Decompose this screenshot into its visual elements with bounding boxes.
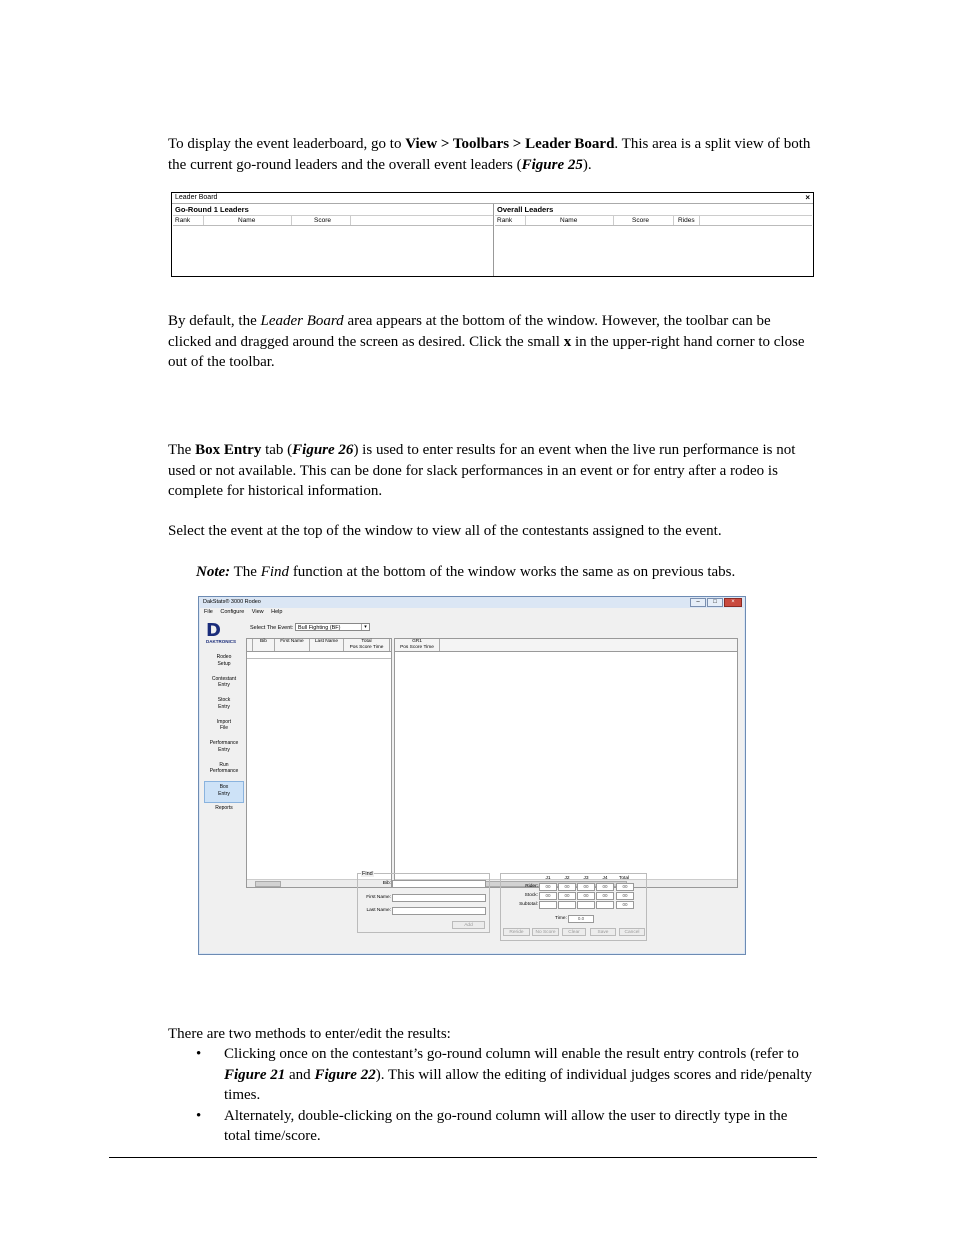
overall-heading: Overall Leaders xyxy=(495,204,812,216)
column-header[interactable]: First Name xyxy=(275,639,310,651)
minimize-icon[interactable]: – xyxy=(690,598,706,607)
contestant-grid[interactable] xyxy=(246,638,392,888)
scroll-thumb[interactable] xyxy=(255,881,281,887)
column-header[interactable]: Rides xyxy=(674,216,700,225)
find-group xyxy=(357,873,490,933)
stock-j1[interactable]: 00 xyxy=(539,892,557,900)
default-paragraph: By default, the Leader Board area appears at the bottom of the window. However, the toolbar can be clicked and dragged around the screen as desired. Click the small x in the upper-right hand corner to close out of the toolbar. xyxy=(168,313,805,370)
add-button[interactable]: Add xyxy=(452,921,485,929)
menu-help[interactable]: Help xyxy=(271,609,283,615)
menu-bar xyxy=(200,608,744,616)
rider-j1[interactable]: 00 xyxy=(539,883,557,891)
rider-j3[interactable]: 00 xyxy=(577,883,595,891)
find-legend: Find xyxy=(362,871,373,877)
leader-board-figure xyxy=(171,192,814,277)
no-score-button[interactable]: No Score xyxy=(532,928,559,936)
side-nav xyxy=(204,652,244,824)
stock-total[interactable]: 00 xyxy=(616,892,634,900)
subtotal-j2 xyxy=(558,901,576,909)
nav-import-file[interactable]: Import File xyxy=(216,718,232,731)
nav-performance-entry[interactable]: Performance Entry xyxy=(209,740,239,753)
clear-button[interactable]: Clear xyxy=(562,928,586,936)
table-row[interactable] xyxy=(247,651,391,659)
judge-header: J4 xyxy=(602,876,608,881)
overall-columns xyxy=(495,216,812,226)
leader-board-title: Leader Board xyxy=(172,193,813,204)
column-header[interactable]: Bib xyxy=(253,639,275,651)
event-select-value: Bull Fighting (BF) xyxy=(298,625,341,631)
select-paragraph: Select the event at the top of the window to view all of the contestants assigned to the event. xyxy=(168,523,722,539)
time-input[interactable]: 0.0 xyxy=(568,915,594,923)
event-select[interactable] xyxy=(295,623,370,631)
daktronics-logo xyxy=(206,620,240,645)
rider-label: Rider: xyxy=(525,884,538,889)
cancel-button[interactable]: Cancel xyxy=(619,928,645,936)
app-window-figure xyxy=(198,596,746,955)
list-item: • Alternately, double-clicking on the go-round column will allow the user to directly type in the total time/score. xyxy=(196,1106,816,1147)
nav-stock-entry[interactable]: Stock Entry xyxy=(217,697,231,710)
column-header[interactable]: Rank xyxy=(173,216,204,225)
logo-mark: D xyxy=(206,620,220,641)
subtotal-j1 xyxy=(539,901,557,909)
first-name-input[interactable] xyxy=(392,894,486,902)
stock-j3[interactable]: 00 xyxy=(577,892,595,900)
bib-label: Bib: xyxy=(382,881,391,886)
column-header[interactable]: Score xyxy=(614,216,674,225)
judge-header: J2 xyxy=(564,876,570,881)
nav-run-performance[interactable]: Run Performance xyxy=(209,761,239,774)
judge-header: J3 xyxy=(583,876,589,881)
subtotal-total: 00 xyxy=(616,901,634,909)
stock-label: Stock: xyxy=(524,893,538,898)
stock-j2[interactable]: 00 xyxy=(558,892,576,900)
save-button[interactable]: Save xyxy=(590,928,616,936)
overall-leaders-pane xyxy=(495,204,812,276)
last-name-input[interactable] xyxy=(392,907,486,915)
window-controls xyxy=(690,598,742,606)
nav-contestant-entry[interactable]: Contestant Entry xyxy=(211,675,237,688)
subtotal-j3 xyxy=(577,901,595,909)
chevron-down-icon[interactable]: ▾ xyxy=(361,624,369,630)
nav-reports[interactable]: Reports xyxy=(215,804,233,811)
stock-j4[interactable]: 00 xyxy=(596,892,614,900)
subtotal-j4 xyxy=(596,901,614,909)
judge-header: J1 xyxy=(545,876,551,881)
go-round-columns xyxy=(173,216,493,226)
list-item: • Clicking once on the contestant’s go-round column will enable the result entry controls (refer to Figure 21 and Figure 22). This will allow the editing of individual judges scores and ride/penalty times. xyxy=(196,1044,816,1106)
note-paragraph: Note: The Find function at the bottom of the window works the same as on previous tabs. xyxy=(196,564,736,580)
menu-file[interactable]: File xyxy=(204,609,213,615)
subtotal-label: Subtotal: xyxy=(519,902,538,907)
go-round-leaders-pane xyxy=(173,204,494,276)
close-icon[interactable]: × xyxy=(805,193,810,202)
methods-intro: There are two methods to enter/edit the results: xyxy=(168,1026,451,1042)
logo-brand: DAKTRONICS xyxy=(206,639,236,644)
footer-rule xyxy=(109,1157,817,1158)
time-label: Time: xyxy=(555,916,567,921)
column-header[interactable]: Score xyxy=(292,216,351,225)
menu-view[interactable]: View xyxy=(251,609,264,615)
column-header[interactable]: Name xyxy=(526,216,614,225)
close-icon[interactable]: × xyxy=(724,598,742,607)
rider-total[interactable]: 00 xyxy=(616,883,634,891)
box-entry-paragraph: The Box Entry tab (Figure 26) is used to enter results for an event when the live run performance is not used or not available. This can be done for slack performances in an event or for entry after a rodeo is complete for historical information. xyxy=(168,442,796,499)
window-title: DakStats® 3000 Rodeo xyxy=(203,599,261,605)
column-header[interactable]: Last Name xyxy=(310,639,344,651)
intro-paragraph: To display the event leaderboard, go to View > Toolbars > Leader Board. This area is a split view of both the current go-round leaders and the overall event leaders (Figure 25). xyxy=(168,136,811,173)
total-header: Total xyxy=(618,876,630,881)
last-name-label: Last Name: xyxy=(366,908,391,913)
bib-input[interactable] xyxy=(392,880,486,888)
column-header[interactable]: Name xyxy=(204,216,292,225)
maximize-icon[interactable]: □ xyxy=(707,598,723,607)
go-round-heading: Go-Round 1 Leaders xyxy=(173,204,493,216)
go-round-grid-header xyxy=(395,639,737,652)
client-area xyxy=(200,616,744,953)
reride-button[interactable]: Reride xyxy=(503,928,530,936)
first-name-label: First Name: xyxy=(366,895,391,900)
go-round-grid[interactable] xyxy=(394,638,738,888)
score-entry-group xyxy=(500,873,647,941)
column-header-total[interactable]: Total Pos Score Time xyxy=(344,639,390,651)
event-label: Select The Event: xyxy=(250,625,294,631)
nav-box-entry[interactable]: Box Entry xyxy=(204,781,244,803)
rider-j2[interactable]: 00 xyxy=(558,883,576,891)
column-header[interactable]: Rank xyxy=(495,216,526,225)
nav-rodeo-setup[interactable]: Rodeo Setup xyxy=(216,654,232,667)
rider-j4[interactable]: 00 xyxy=(596,883,614,891)
menu-configure[interactable]: Configure xyxy=(220,609,245,615)
methods-list xyxy=(196,1044,816,1147)
column-header-gr1[interactable]: GR1 Pos Score Time xyxy=(395,639,440,651)
